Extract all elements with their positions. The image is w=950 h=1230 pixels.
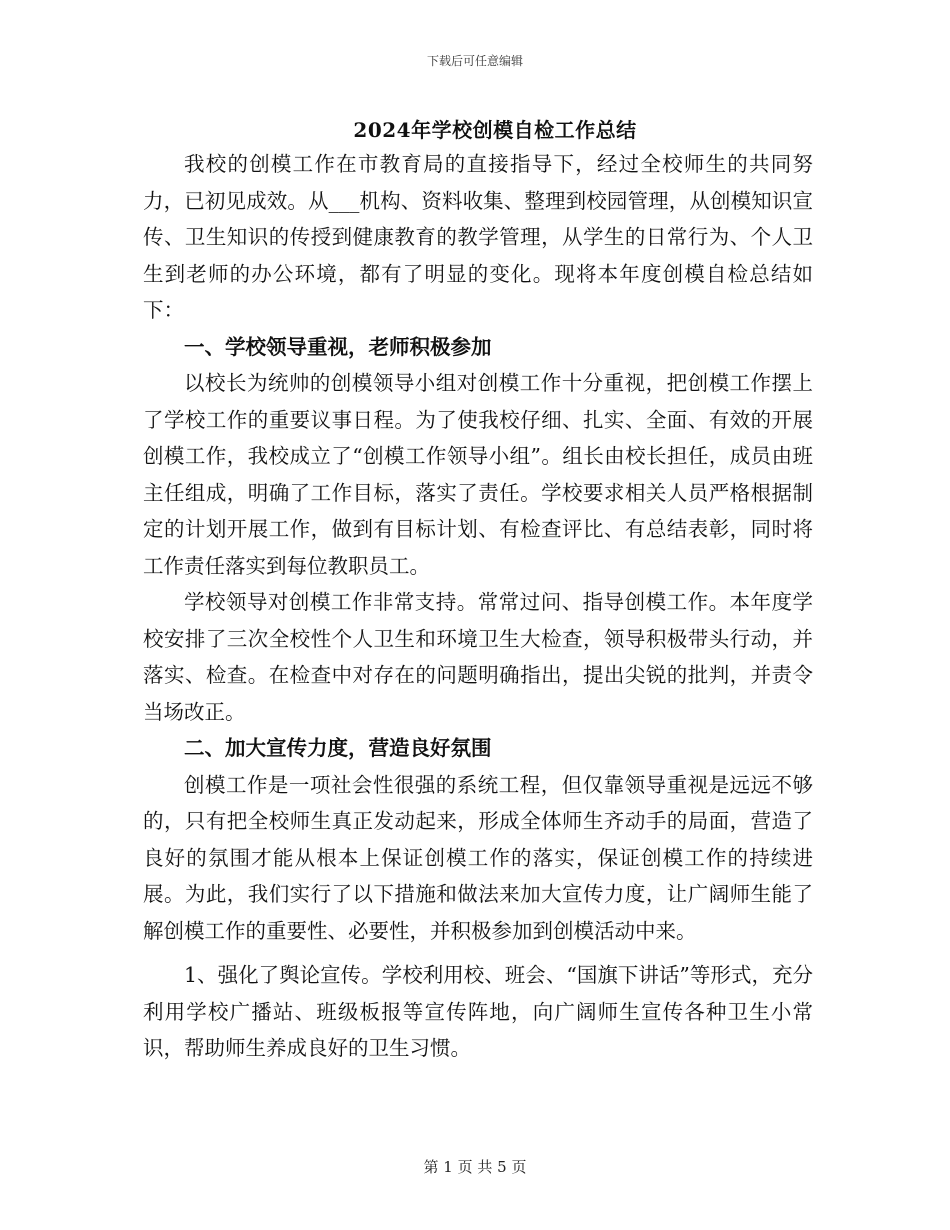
section-1-heading: 一、学校领导重视，老师积极参加 [184,334,492,359]
section-1-paragraph-2: 学校领导对创模工作非常支持。常常过问、指导创模工作。本年度学校安排了三次全校性个人卫生和环境卫生大检查，领导积极带头行动，并落实、检查。在检查中对存在的问题明确指出，提出尖锐的批判，并责令当场改正。 [143,590,813,724]
document-body [143,146,813,1067]
section-2-paragraph-1: 创模工作是一项社会性很强的系统工程，但仅靠领导重视是远远不够的，只有把全校师生真正发动起来，形成全体师生齐动手的局面，营造了良好的氛围才能从根本上保证创模工作的落实，保证创模工作的持续进展。为此，我们实行了以下措施和做法来加大宣传力度，让广阔师生能了解创模工作的重要性、必要性，并积极参加到创模活动中来。 [143,772,813,943]
section-2-heading: 二、加大宣传力度，营造良好氛围 [184,736,492,760]
page-number: 第 1 页 共 5 页 [423,1158,527,1176]
section-2-paragraph-2: 1、强化了舆论宣传。学校利用校、班会、“国旗下讲话”等形式，充分利用学校广播站、班级板报等宣传阵地，向广阔师生宣传各种卫生小常识，帮助师生养成良好的卫生习惯。 [143,963,813,1060]
document-title: 2024年学校创模自检工作总结 [353,118,637,142]
header-note: 下载后可任意编辑 [426,54,523,68]
intro-paragraph: 我校的创模工作在市教育局的直接指导下，经过全校师生的共同努力，已初见成效。从___机构、资料收集、整理到校园管理，从创模知识宣传、卫生知识的传授到健康教育的教学管理，从学生的日常行为、个人卫生到老师的办公环境，都有了明显的变化。现将本年度创模自检总结如下： [143,152,813,322]
section-1-paragraph-1: 以校长为统帅的创模领导小组对创模工作十分重视，把创模工作摆上了学校工作的重要议事日程。为了使我校仔细、扎实、全面、有效的开展创模工作，我校成立了“创模工作领导小组”。组长由校长担任，成员由班主任组成，明确了工作目标，落实了责任。学校要求相关人员严格根据制定的计划开展工作，做到有目标计划、有检查评比、有总结表彰，同时将工作责任落实到每位教职员工。 [143,371,813,578]
